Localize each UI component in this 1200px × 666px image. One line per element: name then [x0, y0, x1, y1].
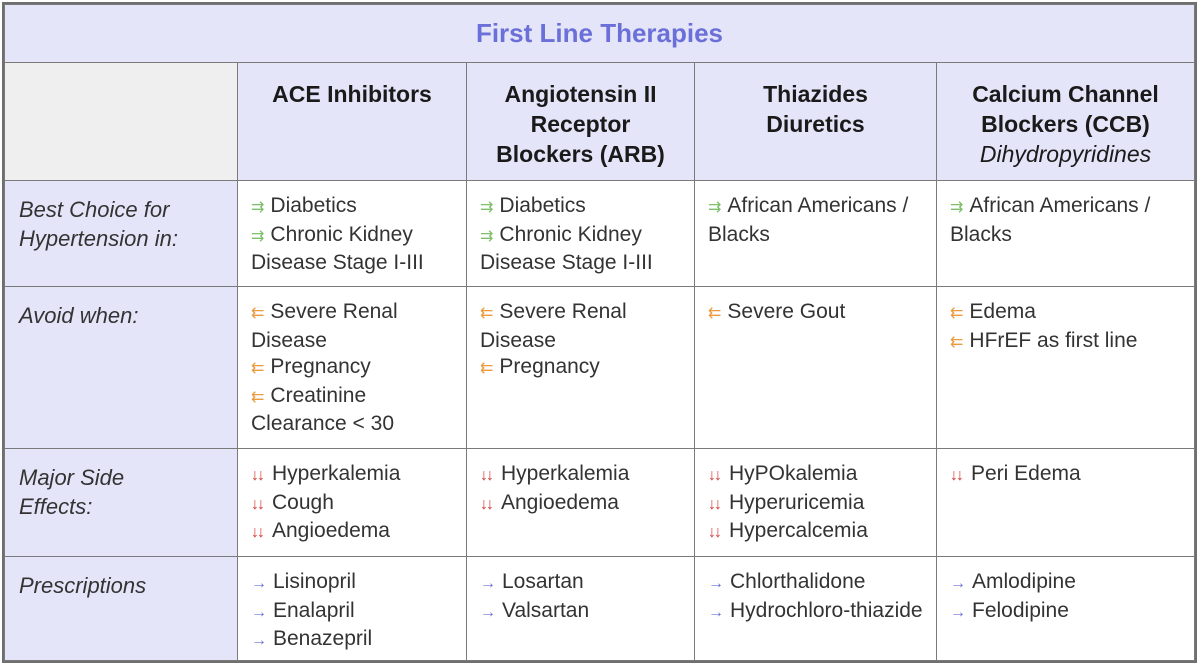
table-cell: [695, 181, 937, 287]
list-item-text: Hydrochloro-thiazide: [730, 598, 923, 622]
list-item: [480, 461, 688, 490]
list-item: [708, 569, 930, 598]
column-header-subtitle: Dihydropyridines: [979, 141, 1152, 167]
double-right-arrow-icon: ⇉: [708, 199, 722, 216]
list-item: [251, 598, 460, 627]
column-header-line: Receptor: [530, 111, 631, 137]
list-item: [480, 569, 688, 598]
table-cell: [238, 557, 467, 661]
table-cell: [238, 181, 467, 287]
right-arrow-icon: →: [480, 575, 496, 592]
right-arrow-icon: →: [950, 603, 966, 621]
list-item-text: Valsartan: [502, 598, 590, 622]
list-item-text: Hyperkalemia: [272, 462, 401, 485]
table-row: [5, 449, 1195, 557]
double-left-arrow-icon: ⇇: [480, 305, 494, 322]
table-cell: [695, 557, 937, 661]
right-arrow-icon: →: [708, 603, 724, 621]
corner-cell: [5, 63, 238, 181]
table-cell: [238, 449, 467, 557]
double-left-arrow-icon: ⇇: [708, 305, 722, 322]
list-item: [480, 222, 688, 277]
table-cell: [467, 449, 695, 557]
list-item-text: HyPOkalemia: [729, 462, 858, 485]
list-item: [950, 569, 1188, 598]
list-item-text: Chronic Kidney Disease Stage I-III: [251, 222, 424, 274]
row-label-line: Best Choice for: [19, 197, 170, 222]
row-label-line: Prescriptions: [19, 573, 147, 598]
right-arrow-icon: →: [251, 632, 267, 649]
row-label-line: Effects:: [19, 494, 93, 519]
list-item: [251, 354, 460, 383]
column-header-line: Blockers (CCB): [981, 111, 1150, 137]
table-cell: [937, 449, 1195, 557]
double-down-arrow-icon: ↓↓: [708, 495, 720, 513]
column-header-line: Thiazides: [763, 81, 868, 107]
list-item: [708, 490, 930, 519]
column-header-line: ACE Inhibitors: [272, 81, 432, 107]
right-arrow-icon: →: [480, 603, 496, 621]
row-label-line: Hypertension in:: [19, 226, 178, 251]
table-row: [5, 287, 1195, 449]
column-header-arb: [467, 63, 695, 181]
column-header-ccb: [937, 63, 1195, 181]
list-item-text: Benazepril: [273, 627, 373, 650]
list-item-text: Lisinopril: [273, 570, 356, 593]
row-label: [5, 557, 238, 661]
list-item-text: Chronic Kidney Disease Stage I-III: [480, 222, 653, 274]
list-item: [251, 490, 460, 519]
column-header-line: Blockers (ARB): [496, 141, 665, 167]
list-item: [251, 461, 460, 490]
list-item-text: African Americans / Blacks: [950, 194, 1151, 246]
list-item-text: Hyperkalemia: [501, 462, 630, 485]
list-item: [251, 518, 460, 547]
list-item: [708, 193, 930, 248]
double-down-arrow-icon: ↓↓: [480, 495, 492, 513]
list-item: [708, 518, 930, 547]
list-item-text: Severe Renal Disease: [251, 300, 398, 352]
double-down-arrow-icon: ↓↓: [251, 467, 263, 484]
list-item: [950, 598, 1188, 627]
list-item: [251, 569, 460, 598]
double-right-arrow-icon: ⇉: [480, 227, 494, 245]
list-item: [950, 328, 1188, 357]
list-item-text: Severe Gout: [727, 300, 846, 323]
list-item: [251, 193, 460, 222]
table-cell: [467, 557, 695, 661]
list-item-text: Diabetics: [270, 194, 357, 217]
list-item: [950, 193, 1188, 248]
table-cell: [937, 287, 1195, 449]
list-item: [251, 383, 460, 438]
list-item: [251, 626, 460, 655]
list-item: [950, 461, 1188, 490]
row-label: [5, 449, 238, 557]
list-item: [708, 598, 930, 627]
list-item-text: Edema: [969, 300, 1036, 323]
table-cell: [695, 287, 937, 449]
table-cell: [937, 557, 1195, 661]
double-down-arrow-icon: ↓↓: [480, 467, 492, 484]
double-left-arrow-icon: ⇇: [950, 305, 964, 322]
list-item-text: Hyperuricemia: [729, 490, 865, 514]
column-header-line: Angiotensin II: [504, 81, 657, 107]
column-header-thiazides: [695, 63, 937, 181]
table-row: [5, 557, 1195, 661]
list-item-text: Angioedema: [272, 519, 390, 542]
double-left-arrow-icon: ⇇: [950, 333, 964, 351]
table-cell: [238, 287, 467, 449]
table-title: First Line Therapies: [5, 5, 1195, 63]
row-label-line: Major Side: [19, 465, 125, 490]
list-item: [950, 299, 1188, 328]
list-item-text: Angioedema: [501, 490, 619, 514]
list-item-text: Severe Renal Disease: [480, 300, 627, 352]
row-label: [5, 181, 238, 287]
list-item: [480, 299, 688, 354]
column-header-ace: [238, 63, 467, 181]
double-right-arrow-icon: ⇉: [950, 199, 964, 216]
list-item-text: Pregnancy: [270, 355, 371, 378]
list-item-text: Peri Edema: [971, 462, 1081, 485]
double-left-arrow-icon: ⇇: [480, 360, 494, 377]
double-down-arrow-icon: ↓↓: [950, 467, 962, 484]
column-header-line: Diuretics: [766, 111, 865, 137]
double-right-arrow-icon: ⇉: [251, 227, 265, 245]
right-arrow-icon: →: [708, 575, 724, 592]
list-item-text: Cough: [272, 490, 334, 514]
table-row: [5, 181, 1195, 287]
double-left-arrow-icon: ⇇: [251, 360, 265, 377]
list-item-text: Felodipine: [972, 598, 1069, 622]
list-item-text: Pregnancy: [499, 355, 600, 378]
list-item-text: Chlorthalidone: [730, 570, 866, 593]
table-cell: [467, 181, 695, 287]
right-arrow-icon: →: [251, 603, 267, 621]
right-arrow-icon: →: [251, 575, 267, 592]
list-item-text: Losartan: [502, 570, 584, 593]
list-item-text: Enalapril: [273, 598, 355, 622]
double-left-arrow-icon: ⇇: [251, 388, 265, 406]
table-cell: [695, 449, 937, 557]
table-cell: [467, 287, 695, 449]
double-down-arrow-icon: ↓↓: [251, 524, 263, 541]
double-right-arrow-icon: ⇉: [480, 199, 494, 216]
column-header-line: Calcium Channel: [972, 81, 1159, 107]
list-item-text: Hypercalcemia: [729, 519, 868, 542]
list-item-text: Diabetics: [499, 194, 586, 217]
double-down-arrow-icon: ↓↓: [708, 467, 720, 484]
row-label-line: Avoid when:: [19, 303, 139, 328]
double-down-arrow-icon: ↓↓: [708, 524, 720, 541]
list-item: [251, 222, 460, 277]
list-item: [480, 193, 688, 222]
double-right-arrow-icon: ⇉: [251, 199, 265, 216]
list-item-text: Amlodipine: [972, 570, 1076, 593]
list-item: [708, 299, 930, 328]
table-cell: [937, 181, 1195, 287]
double-down-arrow-icon: ↓↓: [251, 495, 263, 513]
header-row: [5, 63, 1195, 181]
list-item: [708, 461, 930, 490]
row-label: [5, 287, 238, 449]
list-item-text: Creatinine Clearance < 30: [251, 383, 395, 435]
right-arrow-icon: →: [950, 575, 966, 592]
double-left-arrow-icon: ⇇: [251, 305, 265, 322]
list-item: [480, 354, 688, 383]
therapies-table: [4, 4, 1195, 661]
list-item-text: HFrEF as first line: [969, 328, 1138, 352]
list-item-text: African Americans / Blacks: [708, 194, 909, 246]
title-row: [5, 5, 1195, 63]
list-item: [251, 299, 460, 354]
therapies-table-frame: [2, 2, 1197, 663]
list-item: [480, 490, 688, 519]
list-item: [480, 598, 688, 627]
